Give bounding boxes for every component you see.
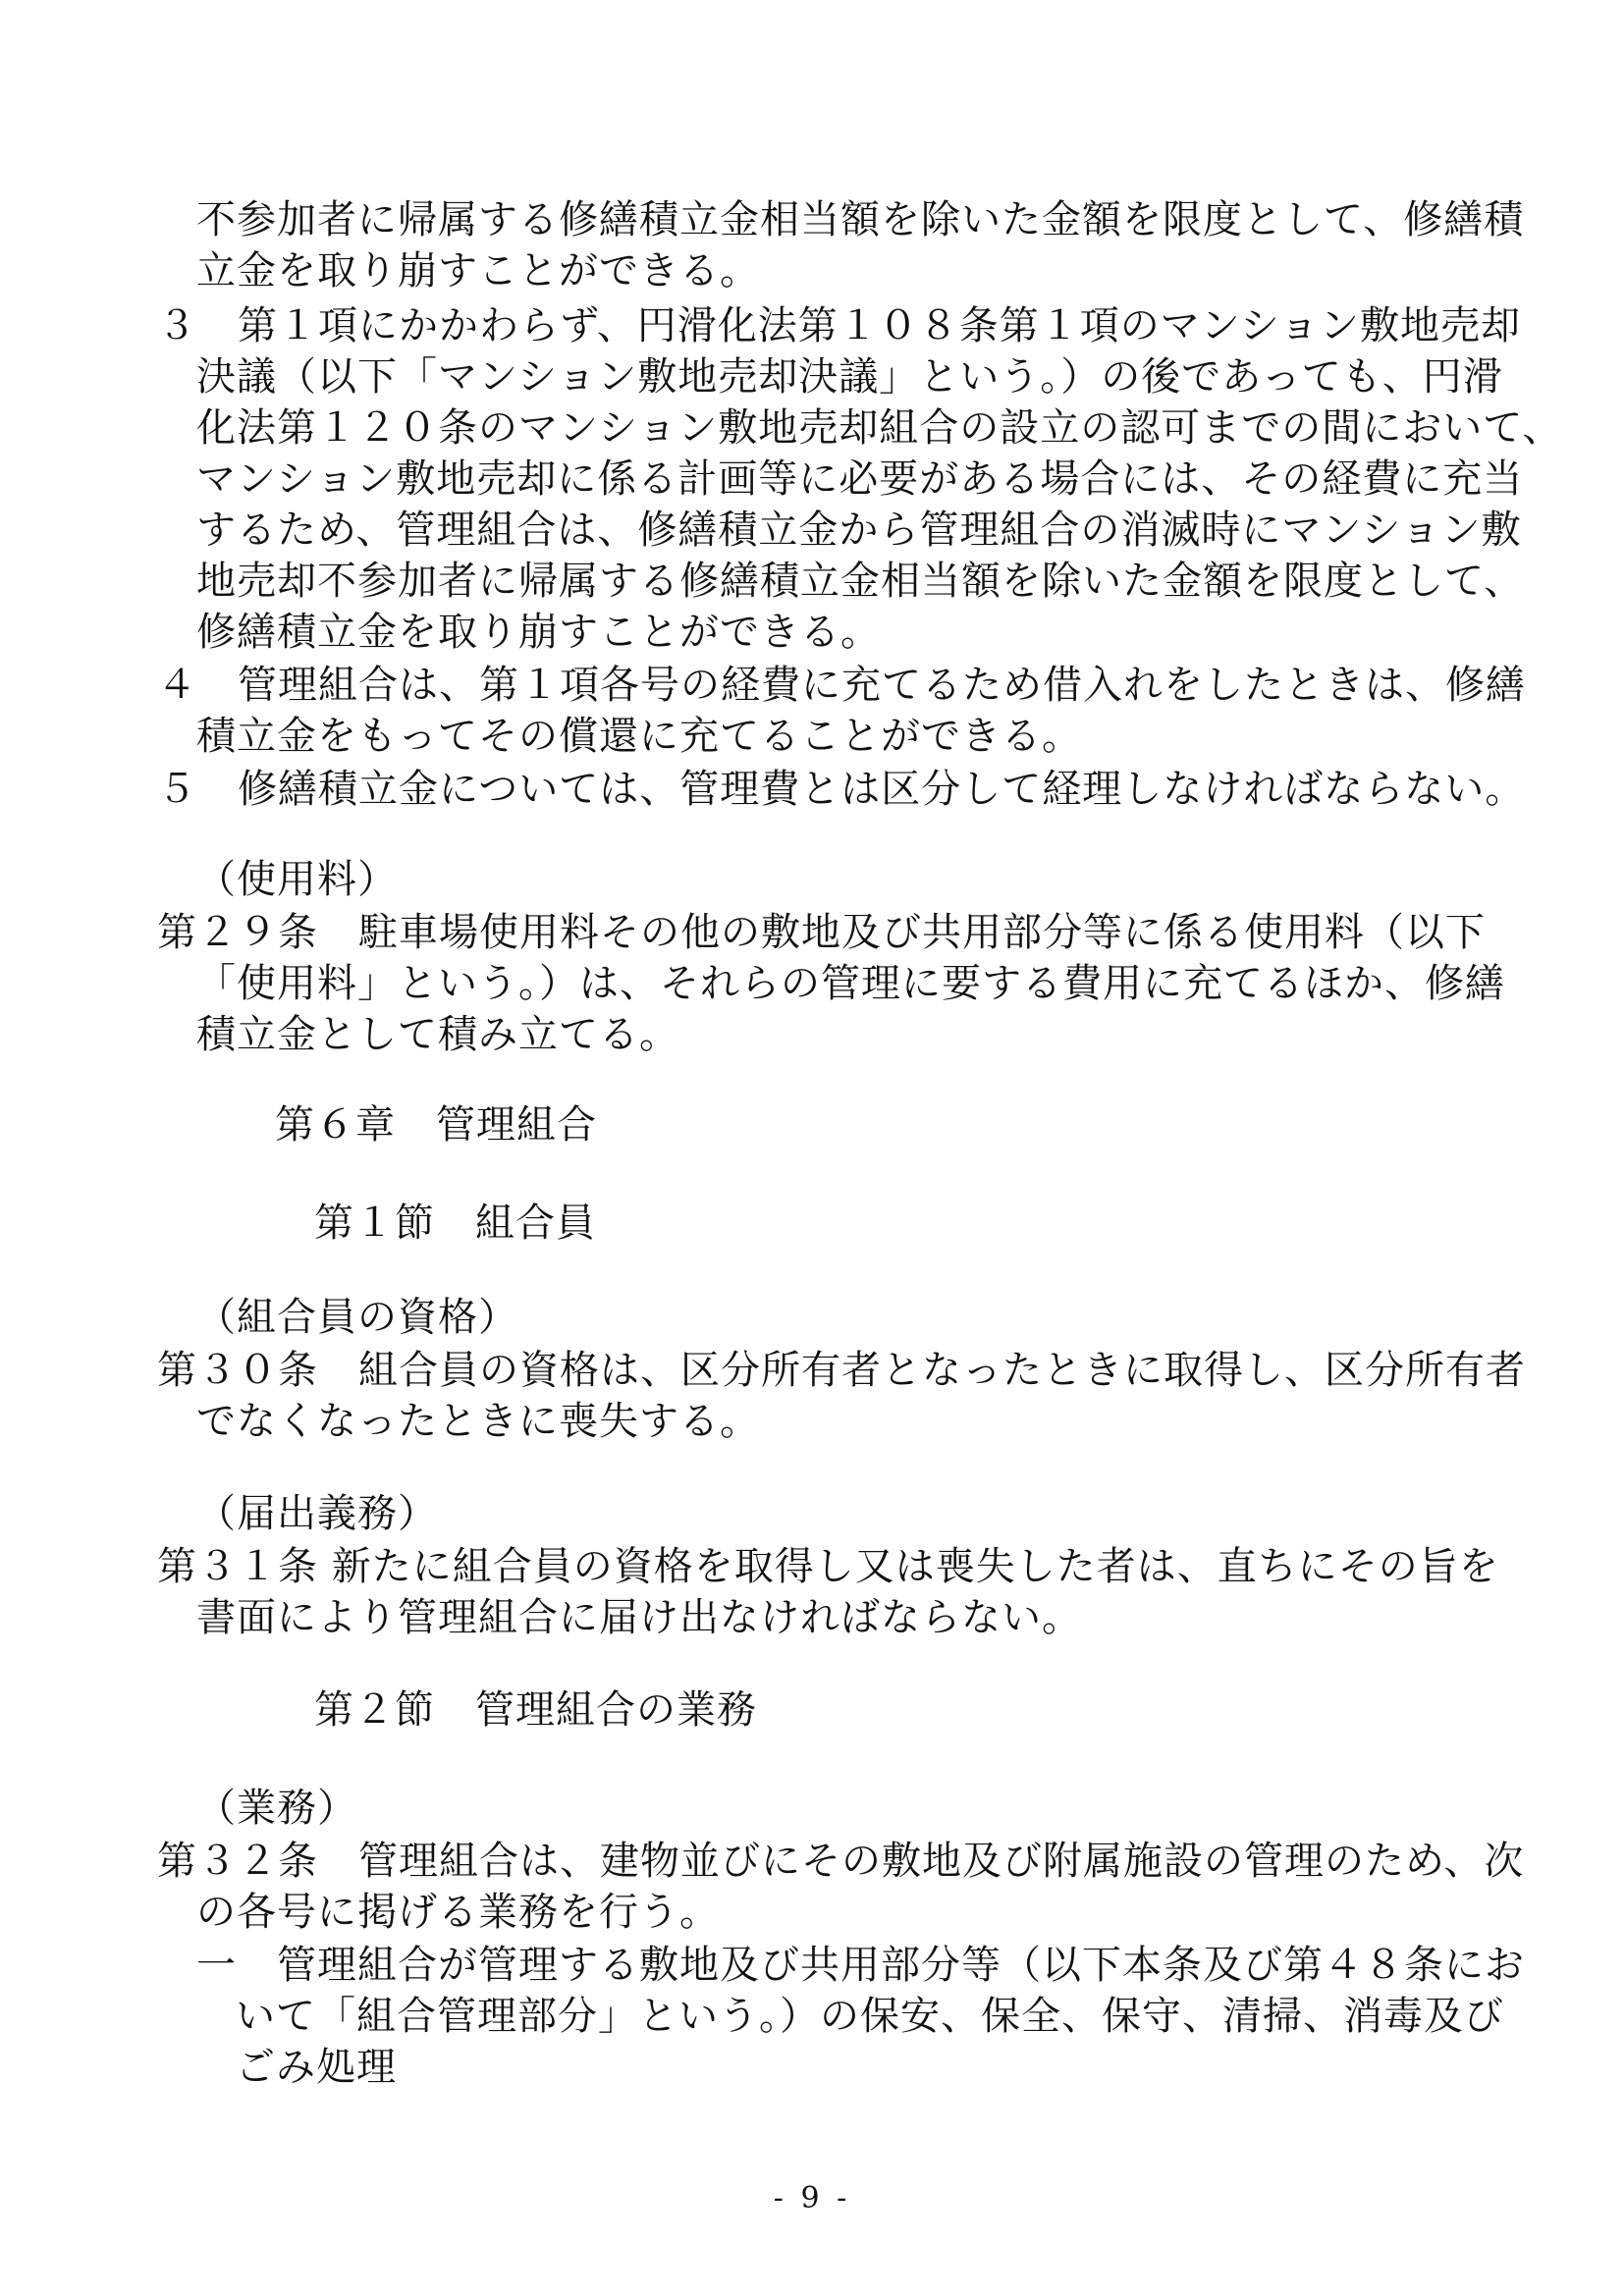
article-caption: （届出義務） (196, 1491, 438, 1536)
section-heading: 第１節 組合員 (314, 1201, 596, 1246)
article-30-line: 第３０条 組合員の資格は、区分所有者となったときに取得し、区分所有者 (157, 1348, 1526, 1393)
article-caption: （業務） (196, 1786, 357, 1831)
text-line: ごみ処理 (236, 2045, 397, 2090)
text-line: 積立金をもってその償還に充てることができる。 (196, 714, 1082, 759)
article-32-line: 第３２条 管理組合は、建物並びにその敷地及び附属施設の管理のため、次 (157, 1839, 1525, 1884)
text-line: 決議（以下「マンション敷地売却決議」という。）の後であっても、円滑 (196, 354, 1503, 400)
section-heading: 第２節 管理組合の業務 (314, 1687, 757, 1733)
paragraph-4-line: ４ 管理組合は、第１項各号の経費に充てるため借入れをしたときは、修繕 (157, 663, 1526, 708)
text-line: 地売却不参加者に帰属する修繕積立金相当額を除いた金額を限度として、 (196, 559, 1525, 604)
list-item-1-line: 一 管理組合が管理する敷地及び共用部分等（以下本条及び第４８条にお (196, 1943, 1525, 1988)
text-line: でなくなったときに喪失する。 (196, 1399, 760, 1444)
article-29-line: 第２９条 駐車場使用料その他の敷地及び共用部分等に係る使用料（以下 (157, 910, 1486, 955)
text-line: 立金を取り崩すことができる。 (196, 248, 760, 294)
paragraph-5-line: ５ 修繕積立金については、管理費とは区分して経理しなければならない。 (157, 767, 1526, 812)
text-line: マンション敷地売却に係る計画等に必要がある場合には、その経費に充当 (196, 456, 1524, 502)
article-caption: （使用料） (196, 857, 398, 902)
text-line: 「使用料」という。）は、それらの管理に要する費用に充てるほか、修繕 (196, 961, 1505, 1006)
text-line: 書面により管理組合に届け出なければならない。 (196, 1595, 1082, 1640)
chapter-heading: 第６章 管理組合 (275, 1102, 597, 1148)
page-number: - 9 - (773, 2181, 851, 2216)
text-line: いて「組合管理部分」という。）の保安、保全、保守、清掃、消毒及び (236, 1994, 1504, 2039)
article-caption: （組合員の資格） (196, 1295, 518, 1340)
text-line: するため、管理組合は、修繕積立金から管理組合の消滅時にマンション敷 (196, 507, 1522, 553)
text-line: の各号に掲げる業務を行う。 (196, 1890, 720, 1935)
paragraph-3-line: ３ 第１項にかかわらず、円滑化法第１０８条第１項のマンション敷地売却 (157, 303, 1521, 348)
text-line: 化法第１２０条のマンション敷地売却組合の設立の認可までの間において、 (196, 405, 1563, 451)
text-line: 積立金として積み立てる。 (196, 1012, 679, 1057)
text-line: 修繕積立金を取り崩すことができる。 (196, 610, 881, 655)
article-31-line: 第３１条 新たに組合員の資格を取得し又は喪失した者は、直ちにその旨を (157, 1544, 1499, 1589)
text-line: 不参加者に帰属する修繕積立金相当額を除いた金額を限度として、修繕積 (196, 197, 1525, 242)
